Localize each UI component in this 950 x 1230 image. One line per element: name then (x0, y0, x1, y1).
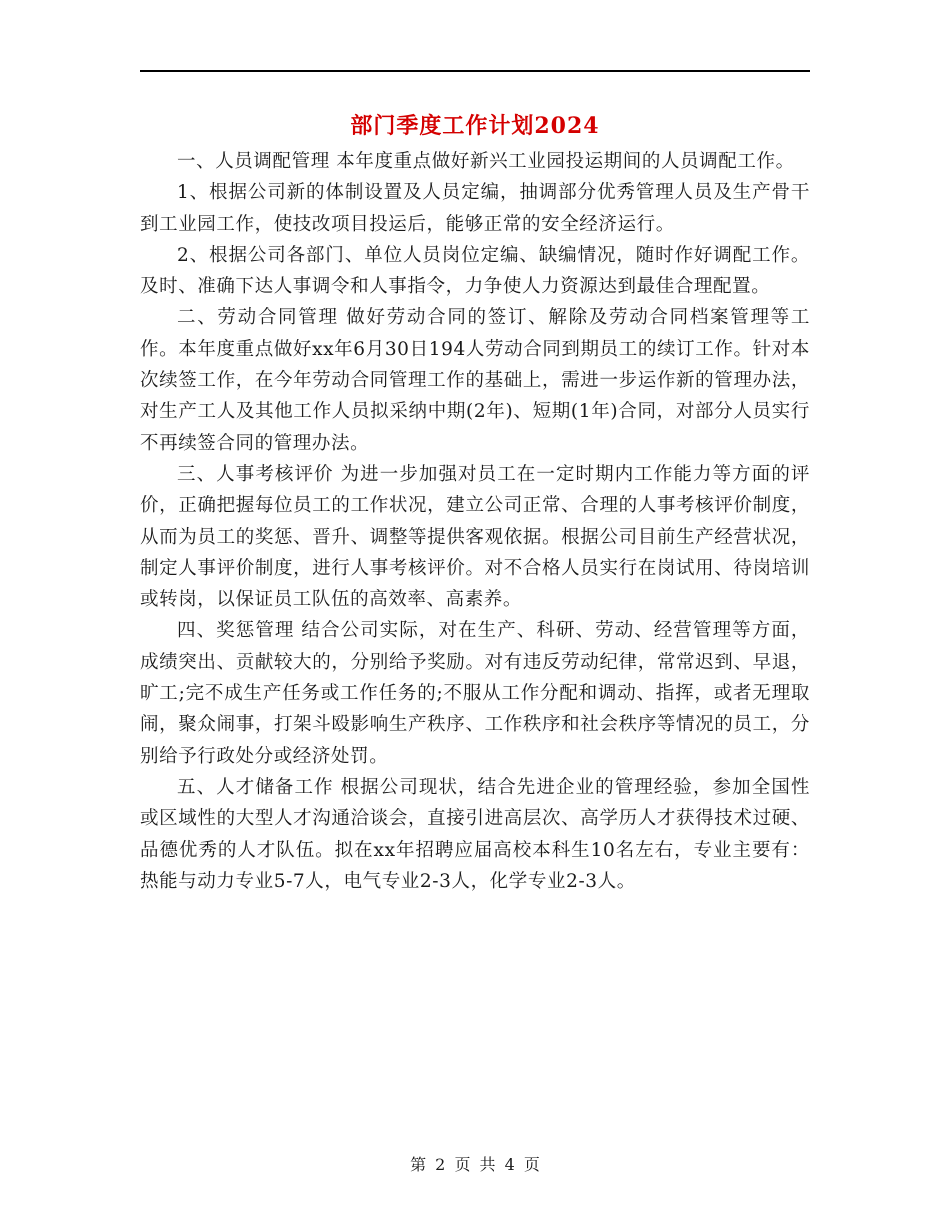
document-body (140, 146, 810, 897)
paragraph-rewards-penalties: 四、奖惩管理 结合公司实际，对在生产、科研、劳动、经营管理等方面，成绩突出、贡献较大的，分别给予奖励。对有违反劳动纪律，常常迟到、早退，旷工;完不成生产任务或工作任务的;不服从工作分配和调动、指挥，或者无理取闹，聚众闹事，打架斗殴影响生产秩序、工作秩序和社会秩序等情况的员工，分别给予行政处分或经济处罚。 (140, 620, 810, 767)
paragraph-performance-review: 三、人事考核评价 为进一步加强对员工在一定时期内工作能力等方面的评价，正确把握每位员工的工作状况，建立公司正常、合理的人事考核评价制度，从而为员工的奖惩、晋升、调整等提供客观依据。根据公司目前生产经营状况，制定人事评价制度，进行人事考核评价。对不合格人员实行在岗试用、待岗培训或转岗，以保证员工队伍的高效率、高素养。 (140, 463, 810, 611)
paragraph-talent-reserve: 五、人才储备工作 根据公司现状，结合先进企业的管理经验，参加全国性或区域性的大型人才沟通洽谈会，直接引进高层次、高学历人才获得技术过硬、品德优秀的人才队伍。拟在xx年招聘应届高校本科生10名左右，专业主要有：热能与动力专业5-7人，电气专业2-3人，化学专业2-3人。 (140, 776, 810, 892)
paragraph-labor-contracts: 二、劳动合同管理 做好劳动合同的签订、解除及劳动合同档案管理等工作。本年度重点做好xx年6月30日194人劳动合同到期员工的续订工作。针对本次续签工作，在今年劳动合同管理工作的基础上，需进一步运作新的管理办法，对生产工人及其他工作人员拟采纳中期(2年)、短期(1年)合同，对部分人员实行不再续签合同的管理办法。 (140, 307, 810, 454)
paragraph-staffing: 一、人员调配管理 本年度重点做好新兴工业园投运期间的人员调配工作。 (177, 151, 795, 172)
paragraph-staffing-item-2: 2、根据公司各部门、单位人员岗位定编、缺编情况，随时作好调配工作。及时、准确下达人事调令和人事指令，力争使人力资源达到最佳合理配置。 (140, 244, 810, 298)
document-title: 部门季度工作计划2024 (350, 113, 600, 139)
paragraph-staffing-item-1: 1、根据公司新的体制设置及人员定编，抽调部分优秀管理人员及生产骨干到工业园工作，使技改项目投运后，能够正常的安全经济运行。 (140, 182, 810, 235)
page-number: 第 2 页 共 4 页 (410, 1155, 540, 1174)
header-rule (140, 70, 810, 72)
